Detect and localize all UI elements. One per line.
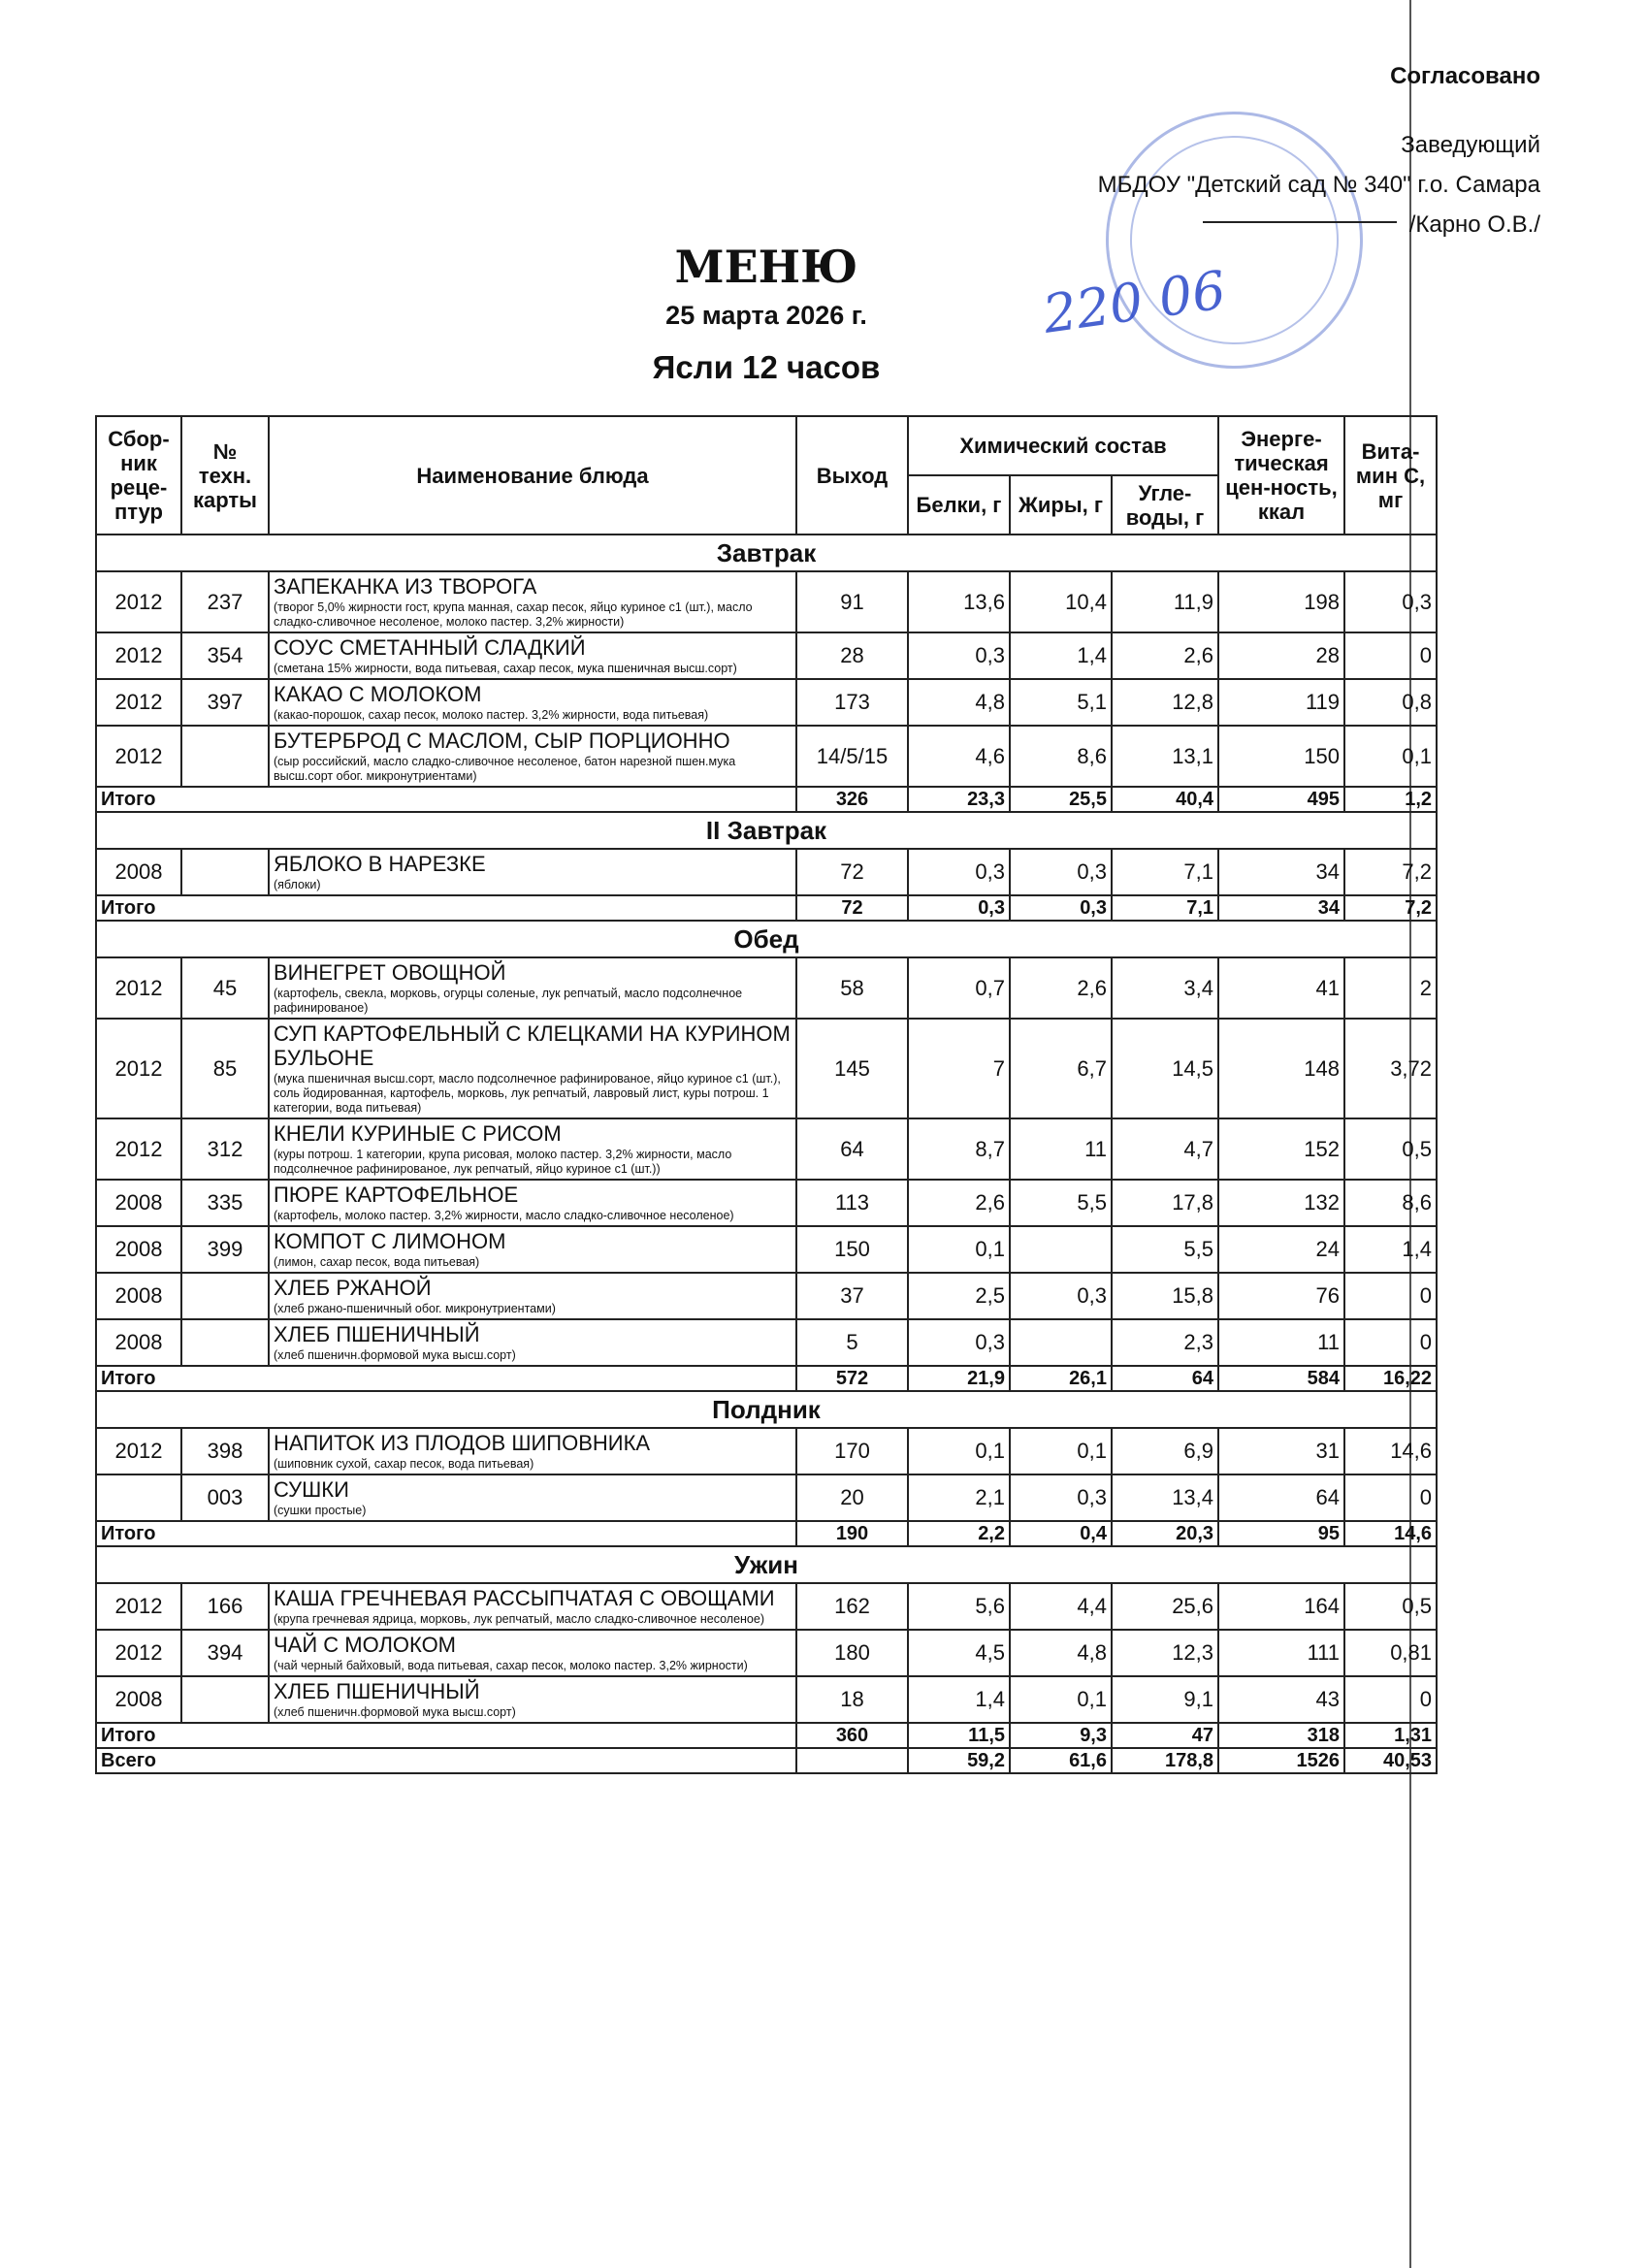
approval-block (1098, 56, 1540, 244)
energy-cell: 164 (1218, 1583, 1344, 1630)
dish-ingredients: (сметана 15% жирности, вода питьевая, сахар песок, мука пшеничная высш.сорт) (274, 662, 737, 675)
total-protein: 23,3 (908, 787, 1010, 812)
fat-cell: 4,8 (1010, 1630, 1112, 1676)
energy-cell: 111 (1218, 1630, 1344, 1676)
grand-total-label: Всего (96, 1748, 796, 1773)
approval-organization: МБДОУ "Детский сад № 340" г.о. Самара (1097, 172, 1540, 198)
protein-cell: 13,6 (908, 571, 1010, 632)
dish-row (96, 1474, 1437, 1521)
total-row (96, 1366, 1437, 1391)
dish-name: ХЛЕБ ПШЕНИЧНЫЙ (274, 1679, 480, 1703)
output-cell: 150 (796, 1226, 908, 1273)
total-output: 190 (796, 1521, 908, 1546)
energy-cell: 76 (1218, 1273, 1344, 1319)
vitc-cell: 0,3 (1344, 571, 1437, 632)
vitc-cell: 0 (1344, 1474, 1437, 1521)
header-vitc: Вита-мин С, мг (1344, 416, 1437, 535)
dish-ingredients: (мука пшеничная высш.сорт, масло подсолнечное рафинированое, яйцо куриное с1 (шт.), соль йодированная, картофель, морковь, лук репчатый, лавровый лист, куры потрош. 1 категории, вода питьевая) (274, 1072, 781, 1115)
total-protein: 21,9 (908, 1366, 1010, 1391)
card-cell (181, 1319, 269, 1366)
protein-cell: 1,4 (908, 1676, 1010, 1723)
energy-cell: 11 (1218, 1319, 1344, 1366)
dish-ingredients: (лимон, сахар песок, вода питьевая) (274, 1255, 480, 1269)
dish-cell (269, 957, 796, 1019)
dish-name: ХЛЕБ РЖАНОЙ (274, 1276, 432, 1300)
dish-name: ХЛЕБ ПШЕНИЧНЫЙ (274, 1322, 480, 1346)
dish-cell (269, 1630, 796, 1676)
total-fat: 25,5 (1010, 787, 1112, 812)
card-cell: 85 (181, 1019, 269, 1118)
output-cell: 28 (796, 632, 908, 679)
grand-total-output (796, 1748, 908, 1773)
total-row (96, 1723, 1437, 1748)
protein-cell: 2,1 (908, 1474, 1010, 1521)
menu-group: Ясли 12 часов (652, 349, 881, 385)
dish-name: ЗАПЕКАНКА ИЗ ТВОРОГА (274, 574, 537, 599)
vitc-cell: 14,6 (1344, 1428, 1437, 1474)
dish-row (96, 1118, 1437, 1180)
protein-cell: 0,3 (908, 632, 1010, 679)
fat-cell: 11 (1010, 1118, 1112, 1180)
total-output: 360 (796, 1723, 908, 1748)
dish-ingredients: (шиповник сухой, сахар песок, вода питьевая) (274, 1457, 534, 1471)
carbs-cell: 2,3 (1112, 1319, 1218, 1366)
total-label: Итого (96, 895, 796, 921)
output-cell: 173 (796, 679, 908, 726)
vitc-cell: 0,5 (1344, 1118, 1437, 1180)
energy-cell: 198 (1218, 571, 1344, 632)
protein-cell: 5,6 (908, 1583, 1010, 1630)
total-carbs: 20,3 (1112, 1521, 1218, 1546)
output-cell: 18 (796, 1676, 908, 1723)
card-cell: 397 (181, 679, 269, 726)
protein-cell: 0,7 (908, 957, 1010, 1019)
dish-ingredients: (какао-порошок, сахар песок, молоко пастер. 3,2% жирности, вода питьевая) (274, 708, 709, 722)
grand-total-vitc: 40,53 (1344, 1748, 1437, 1773)
fat-cell: 1,4 (1010, 632, 1112, 679)
grand-total-fat: 61,6 (1010, 1748, 1112, 1773)
dish-name: ЯБЛОКО В НАРЕЗКЕ (274, 852, 486, 876)
header-protein: Белки, г (908, 475, 1010, 535)
energy-cell: 150 (1218, 726, 1344, 787)
fat-cell: 8,6 (1010, 726, 1112, 787)
total-protein: 11,5 (908, 1723, 1010, 1748)
dish-row (96, 1630, 1437, 1676)
carbs-cell: 25,6 (1112, 1583, 1218, 1630)
total-label: Итого (96, 787, 796, 812)
card-cell: 398 (181, 1428, 269, 1474)
fat-cell: 5,1 (1010, 679, 1112, 726)
dish-cell (269, 1180, 796, 1226)
protein-cell: 0,1 (908, 1226, 1010, 1273)
energy-cell: 43 (1218, 1676, 1344, 1723)
total-energy: 318 (1218, 1723, 1344, 1748)
dish-name: СУП КАРТОФЕЛЬНЫЙ С КЛЕЦКАМИ НА КУРИНОМ БУЛЬОНЕ (274, 1021, 791, 1070)
card-cell: 166 (181, 1583, 269, 1630)
fat-cell: 0,3 (1010, 1474, 1112, 1521)
handwritten-number: 220 06 (1039, 259, 1230, 345)
dish-ingredients: (хлеб ржано-пшеничный обог. микронутриентами) (274, 1302, 556, 1315)
dish-cell (269, 1583, 796, 1630)
approval-position: Заведующий (1401, 132, 1540, 158)
collection-cell: 2008 (96, 1273, 181, 1319)
total-output: 326 (796, 787, 908, 812)
vitc-cell: 0 (1344, 632, 1437, 679)
fat-cell: 0,3 (1010, 1273, 1112, 1319)
total-label: Итого (96, 1366, 796, 1391)
dish-name: СОУС СМЕТАННЫЙ СЛАДКИЙ (274, 635, 586, 660)
dish-name: НАПИТОК ИЗ ПЛОДОВ ШИПОВНИКА (274, 1431, 651, 1455)
card-cell: 003 (181, 1474, 269, 1521)
grand-total-carbs: 178,8 (1112, 1748, 1218, 1773)
protein-cell: 2,5 (908, 1273, 1010, 1319)
output-cell: 180 (796, 1630, 908, 1676)
output-cell: 14/5/15 (796, 726, 908, 787)
card-cell: 335 (181, 1180, 269, 1226)
approval-signature: /Карно О.В./ (1408, 211, 1540, 238)
vitc-cell: 8,6 (1344, 1180, 1437, 1226)
card-cell: 354 (181, 632, 269, 679)
dish-row (96, 1583, 1437, 1630)
dish-name: БУТЕРБРОД С МАСЛОМ, СЫР ПОРЦИОННО (274, 729, 730, 753)
carbs-cell: 11,9 (1112, 571, 1218, 632)
dish-name: КАША ГРЕЧНЕВАЯ РАССЫПЧАТАЯ С ОВОЩАМИ (274, 1586, 775, 1610)
carbs-cell: 7,1 (1112, 849, 1218, 895)
section-title: II Завтрак (96, 812, 1437, 849)
section-row (96, 1546, 1437, 1583)
carbs-cell: 17,8 (1112, 1180, 1218, 1226)
section-row (96, 921, 1437, 957)
energy-cell: 64 (1218, 1474, 1344, 1521)
total-fat: 0,4 (1010, 1521, 1112, 1546)
energy-cell: 28 (1218, 632, 1344, 679)
vitc-cell: 0 (1344, 1676, 1437, 1723)
dish-ingredients: (куры потрош. 1 категории, крупа рисовая, молоко пастер. 3,2% жирности, масло подсолнечное рафинированое, лук репчатый, яйцо куриное с1 (шт.)) (274, 1148, 732, 1176)
dish-cell (269, 1226, 796, 1273)
total-output: 72 (796, 895, 908, 921)
card-cell: 399 (181, 1226, 269, 1273)
output-cell: 162 (796, 1583, 908, 1630)
energy-cell: 132 (1218, 1180, 1344, 1226)
collection-cell: 2008 (96, 1319, 181, 1366)
card-cell (181, 1273, 269, 1319)
total-label: Итого (96, 1723, 796, 1748)
dish-row (96, 1319, 1437, 1366)
fat-cell: 6,7 (1010, 1019, 1112, 1118)
fat-cell (1010, 1226, 1112, 1273)
vitc-cell: 2 (1344, 957, 1437, 1019)
vitc-cell: 3,72 (1344, 1019, 1437, 1118)
carbs-cell: 14,5 (1112, 1019, 1218, 1118)
protein-cell: 4,5 (908, 1630, 1010, 1676)
vitc-cell: 7,2 (1344, 849, 1437, 895)
dish-cell (269, 1019, 796, 1118)
collection-cell: 2012 (96, 1428, 181, 1474)
dish-row (96, 1273, 1437, 1319)
output-cell: 5 (796, 1319, 908, 1366)
dish-row (96, 1676, 1437, 1723)
grand-total-protein: 59,2 (908, 1748, 1010, 1773)
collection-cell: 2008 (96, 1676, 181, 1723)
collection-cell: 2012 (96, 1583, 181, 1630)
dish-ingredients: (яблоки) (274, 878, 321, 891)
card-cell (181, 1676, 269, 1723)
carbs-cell: 13,4 (1112, 1474, 1218, 1521)
section-title: Завтрак (96, 535, 1437, 571)
dish-cell (269, 849, 796, 895)
collection-cell: 2012 (96, 1630, 181, 1676)
total-energy: 495 (1218, 787, 1344, 812)
output-cell: 58 (796, 957, 908, 1019)
dish-cell (269, 679, 796, 726)
dish-ingredients: (крупа гречневая ядрица, морковь, лук репчатый, масло сладко-сливочное несоленое) (274, 1612, 764, 1626)
output-cell: 145 (796, 1019, 908, 1118)
output-cell: 64 (796, 1118, 908, 1180)
card-cell: 394 (181, 1630, 269, 1676)
total-row (96, 1521, 1437, 1546)
total-vitc: 14,6 (1344, 1521, 1437, 1546)
fat-cell: 0,3 (1010, 849, 1112, 895)
collection-cell: 2008 (96, 849, 181, 895)
card-cell (181, 726, 269, 787)
dish-row (96, 957, 1437, 1019)
dish-ingredients: (сушки простые) (274, 1504, 367, 1517)
dish-cell (269, 726, 796, 787)
dish-cell (269, 571, 796, 632)
fat-cell (1010, 1319, 1112, 1366)
dish-cell (269, 1676, 796, 1723)
collection-cell: 2012 (96, 1118, 181, 1180)
menu-date: 25 марта 2026 г. (665, 301, 867, 330)
dish-name: СУШКИ (274, 1477, 349, 1502)
collection-cell: 2012 (96, 679, 181, 726)
output-cell: 113 (796, 1180, 908, 1226)
total-carbs: 40,4 (1112, 787, 1218, 812)
dish-row (96, 849, 1437, 895)
section-title: Полдник (96, 1391, 1437, 1428)
grand-total-energy: 1526 (1218, 1748, 1344, 1773)
output-cell: 170 (796, 1428, 908, 1474)
total-protein: 2,2 (908, 1521, 1010, 1546)
carbs-cell: 13,1 (1112, 726, 1218, 787)
header-energy: Энерге-тическая цен-ность, ккал (1218, 416, 1344, 535)
collection-cell: 2012 (96, 957, 181, 1019)
output-cell: 72 (796, 849, 908, 895)
protein-cell: 4,8 (908, 679, 1010, 726)
approval-heading: Согласовано (1390, 63, 1540, 89)
card-cell (181, 849, 269, 895)
vitc-cell: 1,4 (1344, 1226, 1437, 1273)
dish-cell (269, 632, 796, 679)
energy-cell: 24 (1218, 1226, 1344, 1273)
total-vitc: 1,31 (1344, 1723, 1437, 1748)
carbs-cell: 4,7 (1112, 1118, 1218, 1180)
fat-cell: 2,6 (1010, 957, 1112, 1019)
collection-cell: 2012 (96, 1019, 181, 1118)
energy-cell: 119 (1218, 679, 1344, 726)
dish-name: КНЕЛИ КУРИНЫЕ С РИСОМ (274, 1121, 562, 1146)
total-energy: 95 (1218, 1521, 1344, 1546)
dish-cell (269, 1118, 796, 1180)
section-row (96, 535, 1437, 571)
dish-cell (269, 1319, 796, 1366)
header-carbs: Угле-воды, г (1112, 475, 1218, 535)
fat-cell: 5,5 (1010, 1180, 1112, 1226)
dish-cell (269, 1474, 796, 1521)
carbs-cell: 15,8 (1112, 1273, 1218, 1319)
dish-row (96, 571, 1437, 632)
carbs-cell: 12,8 (1112, 679, 1218, 726)
total-row (96, 787, 1437, 812)
dish-row (96, 1180, 1437, 1226)
header-chem: Химический состав (908, 416, 1218, 475)
vitc-cell: 0,1 (1344, 726, 1437, 787)
protein-cell: 2,6 (908, 1180, 1010, 1226)
protein-cell: 0,3 (908, 849, 1010, 895)
dish-name: КАКАО С МОЛОКОМ (274, 682, 482, 706)
dish-row (96, 679, 1437, 726)
grand-total-row (96, 1748, 1437, 1773)
dish-cell (269, 1428, 796, 1474)
collection-cell: 2012 (96, 726, 181, 787)
header-dish-name: Наименование блюда (269, 416, 796, 535)
total-fat: 9,3 (1010, 1723, 1112, 1748)
collection-cell: 2008 (96, 1226, 181, 1273)
dish-ingredients: (картофель, свекла, морковь, огурцы соленые, лук репчатый, масло подсолнечное рафинированое) (274, 987, 743, 1015)
card-cell: 237 (181, 571, 269, 632)
total-carbs: 47 (1112, 1723, 1218, 1748)
fat-cell: 0,1 (1010, 1676, 1112, 1723)
total-label: Итого (96, 1521, 796, 1546)
carbs-cell: 3,4 (1112, 957, 1218, 1019)
vitc-cell: 0,5 (1344, 1583, 1437, 1630)
header-fat: Жиры, г (1010, 475, 1112, 535)
total-energy: 584 (1218, 1366, 1344, 1391)
collection-cell: 2012 (96, 632, 181, 679)
protein-cell: 0,3 (908, 1319, 1010, 1366)
total-vitc: 1,2 (1344, 787, 1437, 812)
section-row (96, 1391, 1437, 1428)
section-row (96, 812, 1437, 849)
card-cell: 45 (181, 957, 269, 1019)
header-card-no: № техн. карты (181, 416, 269, 535)
dish-row (96, 632, 1437, 679)
fat-cell: 4,4 (1010, 1583, 1112, 1630)
dish-row (96, 1428, 1437, 1474)
carbs-cell: 12,3 (1112, 1630, 1218, 1676)
protein-cell: 8,7 (908, 1118, 1010, 1180)
header-collection: Сбор-ник реце-птур (96, 416, 181, 535)
dish-name: ВИНЕГРЕТ ОВОЩНОЙ (274, 960, 506, 985)
total-energy: 34 (1218, 895, 1344, 921)
energy-cell: 34 (1218, 849, 1344, 895)
total-fat: 0,3 (1010, 895, 1112, 921)
vitc-cell: 0 (1344, 1273, 1437, 1319)
dish-name: ПЮРЕ КАРТОФЕЛЬНОЕ (274, 1183, 519, 1207)
dish-ingredients: (хлеб пшеничн.формовой мука высш.сорт) (274, 1348, 516, 1362)
vitc-cell: 0 (1344, 1319, 1437, 1366)
section-title: Ужин (96, 1546, 1437, 1583)
card-cell: 312 (181, 1118, 269, 1180)
total-carbs: 7,1 (1112, 895, 1218, 921)
collection-cell: 2008 (96, 1180, 181, 1226)
carbs-cell: 6,9 (1112, 1428, 1218, 1474)
energy-cell: 31 (1218, 1428, 1344, 1474)
total-carbs: 64 (1112, 1366, 1218, 1391)
output-cell: 91 (796, 571, 908, 632)
output-cell: 37 (796, 1273, 908, 1319)
protein-cell: 0,1 (908, 1428, 1010, 1474)
dish-name: ЧАЙ С МОЛОКОМ (274, 1633, 457, 1657)
vitc-cell: 0,8 (1344, 679, 1437, 726)
collection-cell: 2012 (96, 571, 181, 632)
carbs-cell: 9,1 (1112, 1676, 1218, 1723)
total-row (96, 895, 1437, 921)
dish-ingredients: (чай черный байховый, вода питьевая, сахар песок, молоко пастер. 3,2% жирности) (274, 1659, 748, 1672)
total-vitc: 16,22 (1344, 1366, 1437, 1391)
dish-ingredients: (творог 5,0% жирности гост, крупа манная, сахар песок, яйцо куриное с1 (шт.), масло сладко-сливочное несоленое, молоко пастер. 3,2% жирности) (274, 600, 753, 629)
output-cell: 20 (796, 1474, 908, 1521)
dish-cell (269, 1273, 796, 1319)
collection-cell (96, 1474, 181, 1521)
carbs-cell: 2,6 (1112, 632, 1218, 679)
dish-ingredients: (сыр российский, масло сладко-сливочное несоленое, батон нарезной пшен.мука высш.сорт обог. микронутриентами) (274, 755, 736, 783)
total-vitc: 7,2 (1344, 895, 1437, 921)
page-title: МЕНЮ (674, 241, 858, 293)
section-title: Обед (96, 921, 1437, 957)
total-protein: 0,3 (908, 895, 1010, 921)
menu-table (95, 415, 1438, 1774)
dish-ingredients: (картофель, молоко пастер. 3,2% жирности, масло сладко-сливочное несоленое) (274, 1209, 734, 1222)
dish-row (96, 1226, 1437, 1273)
fat-cell: 0,1 (1010, 1428, 1112, 1474)
total-output: 572 (796, 1366, 908, 1391)
fat-cell: 10,4 (1010, 571, 1112, 632)
energy-cell: 152 (1218, 1118, 1344, 1180)
header-output: Выход (796, 416, 908, 535)
dish-row (96, 1019, 1437, 1118)
protein-cell: 4,6 (908, 726, 1010, 787)
dish-row (96, 726, 1437, 787)
energy-cell: 41 (1218, 957, 1344, 1019)
vitc-cell: 0,81 (1344, 1630, 1437, 1676)
energy-cell: 148 (1218, 1019, 1344, 1118)
menu-body (96, 535, 1437, 1773)
dish-ingredients: (хлеб пшеничн.формовой мука высш.сорт) (274, 1705, 516, 1719)
dish-name: КОМПОТ С ЛИМОНОМ (274, 1229, 506, 1253)
total-fat: 26,1 (1010, 1366, 1112, 1391)
carbs-cell: 5,5 (1112, 1226, 1218, 1273)
protein-cell: 7 (908, 1019, 1010, 1118)
